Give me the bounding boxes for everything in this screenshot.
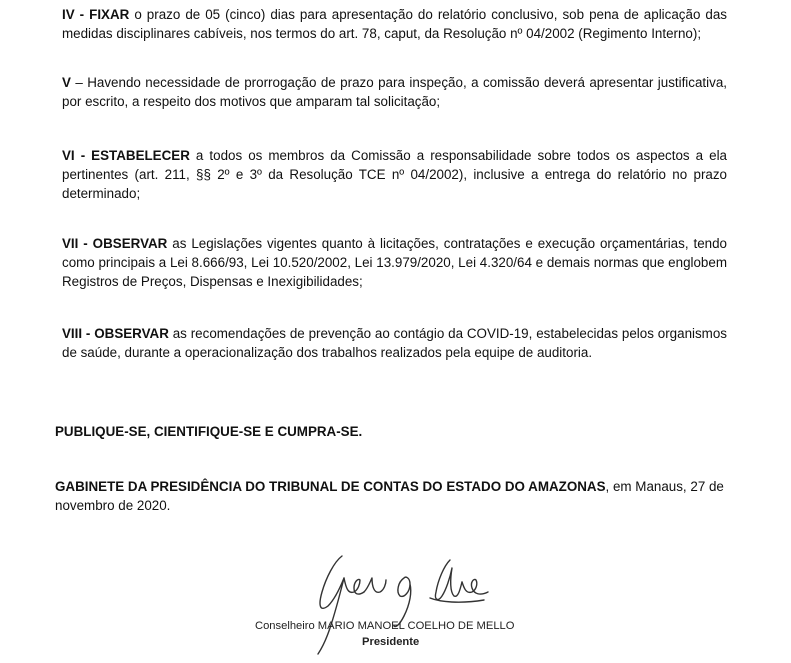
signer-name: Conselheiro MARIO MANOEL COELHO DE MELLO <box>255 620 515 632</box>
item-vi-text: a todos os membros da Comissão a responsabilidade sobre todos os aspectos a ela pertinentes (art. 211, §§ 2º e 3º da Resolução TCE nº 04/2002), inclusive a entrega do relatório no prazo determinado; <box>62 148 727 201</box>
office-name: GABINETE DA PRESIDÊNCIA DO TRIBUNAL DE CONTAS DO ESTADO DO AMAZONAS <box>55 479 606 494</box>
item-vi <box>62 146 727 203</box>
item-v <box>62 73 727 111</box>
office-statement <box>55 477 725 515</box>
office-place-date: , em Manaus, 27 de novembro de 2020. <box>55 479 724 513</box>
item-vii-text: as Legislações vigentes quanto à licitações, contratações e execução orçamentárias, tendo como principais a Lei 8.666/93, Lei 10.520/2002, Lei 13.979/2020, Lei 4.320/64 e demais normas que englobem Registros de Preços, Dispensas e Inexigibilidades; <box>62 236 727 289</box>
item-v-text: – Havendo necessidade de prorrogação de prazo para inspeção, a comissão deverá apresentar justificativa, por escrito, a respeito dos motivos que amparam tal solicitação; <box>62 75 727 109</box>
item-iv-text: o prazo de 05 (cinco) dias para apresentação do relatório conclusivo, sob pena de aplicação das medidas disciplinares cabíveis, nos termos do art. 78, caput, da Resolução nº 04/2002 (Regimento Interno); <box>62 7 727 41</box>
signer-role: Presidente <box>362 636 420 648</box>
closing-statement: PUBLIQUE-SE, CIENTIFIQUE-SE E CUMPRA-SE. <box>55 424 363 439</box>
item-v-lead: V <box>62 75 71 90</box>
item-vii-lead: VII - OBSERVAR <box>62 236 168 251</box>
item-iv-lead: IV - FIXAR <box>62 7 130 22</box>
item-viii-lead: VIII - OBSERVAR <box>62 326 169 341</box>
item-vi-lead: VI - ESTABELECER <box>62 148 190 163</box>
item-viii-text: as recomendações de prevenção ao contágio da COVID-19, estabelecidas pelos organismos de saúde, durante a operacionalização dos trabalhos realizados pela equipe de auditoria. <box>62 326 727 360</box>
item-iv <box>62 5 727 43</box>
item-vii <box>62 234 727 291</box>
item-viii <box>62 324 727 362</box>
